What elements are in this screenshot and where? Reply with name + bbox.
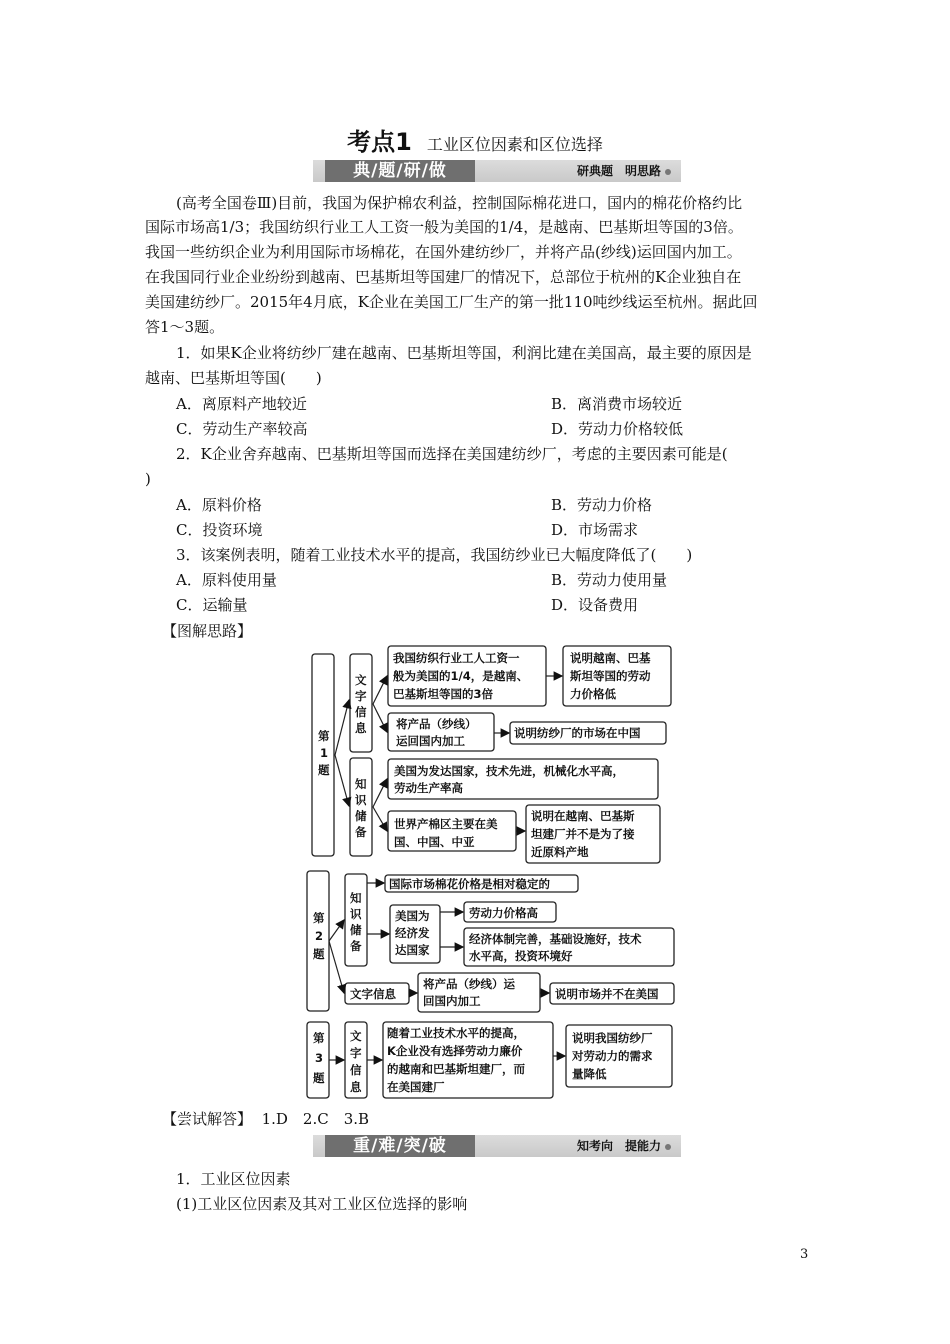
diagram-q1-label-1: 1 <box>320 746 329 760</box>
passage-line: 美国建纺纱厂。2015年4月底，K企业在美国工厂生产的第一批110吨纱线运至杭州。据此回 <box>145 293 758 311</box>
diagram-b1-0: 我国纺织行业工人工资一 <box>393 651 520 665</box>
diagram-d1-3: 在美国建厂 <box>387 1080 445 1094</box>
diagram-c2-2: 达国家 <box>395 943 430 957</box>
diagram-c2-0: 美国为 <box>395 909 430 923</box>
q3-option-d: D．设备费用 <box>551 596 639 614</box>
passage-line: (高考全国卷Ⅲ)目前，我国为保护棉农利益，控制国际棉花进口，国内的棉花价格约比 <box>176 194 743 212</box>
section-heading-1: 1．工业区位因素 <box>176 1170 291 1188</box>
diagram-q3-label-1: 3 <box>315 1051 324 1065</box>
banner2-right: 知考向 提能力 <box>577 1135 671 1157</box>
answer-label: 【尝试解答】 <box>162 1110 253 1128</box>
q1-option-c: C．劳动生产率较高 <box>176 420 308 438</box>
diagram-q2-label-1: 2 <box>315 929 324 943</box>
diagram-c2-1: 经济发 <box>395 926 430 940</box>
q2-option-d: D．市场需求 <box>551 521 639 539</box>
diagram-c2b-1: 水平高，投资环境好 <box>469 949 573 963</box>
diagram-zhishi2-1: 识 <box>350 907 362 921</box>
diagram-b4r-0: 说明在越南、巴基斯 <box>531 809 635 823</box>
diagram-c3r: 说明市场并不在美国 <box>555 987 659 1001</box>
diagram-zhishi2-2: 储 <box>350 923 362 937</box>
diagram-b1-1: 般为美国的1/4，是越南、 <box>393 669 529 683</box>
diagram-b1r-1: 斯坦等国的劳动 <box>570 669 651 683</box>
diagram-q3-label-2: 题 <box>313 1071 325 1085</box>
diagram-b2r: 说明纺纱厂的市场在中国 <box>514 726 641 740</box>
diagram-zhishi-0: 知 <box>355 777 367 791</box>
diagram-zhishi-3: 备 <box>355 825 367 839</box>
diagram-q2-label-0: 第 <box>313 911 325 925</box>
diagram-d1r-2: 量降低 <box>572 1067 607 1081</box>
diagram-wenzi-3: 息 <box>355 721 367 735</box>
q1-stem: 1．如果K企业将纺纱厂建在越南、巴基斯坦等国，利润比建在美国高，最主要的原因是 <box>176 344 752 362</box>
q2-stem: 2．K企业舍弃越南、巴基斯坦等国而选择在美国建纺纱厂，考虑的主要因素可能是( <box>176 445 728 463</box>
diagram-c3-0: 将产品（纱线）运 <box>423 977 515 991</box>
diagram-q3-label-0: 第 <box>313 1031 325 1045</box>
q3-option-c: C．运输量 <box>176 596 248 614</box>
diagram-c2b-0: 经济体制完善，基础设施好，技术 <box>469 932 642 946</box>
diagram-b3-0: 美国为发达国家，技术先进，机械化水平高， <box>394 764 624 778</box>
diagram-wenzi3-0: 文 <box>350 1029 362 1043</box>
diagram-b1r-0: 说明越南、巴基 <box>570 651 651 665</box>
diagram-zhishi-2: 储 <box>355 809 367 823</box>
diagram-b4r-2: 近原料产地 <box>531 845 589 859</box>
diagram-label: 【图解思路】 <box>162 622 253 640</box>
q3-option-a: A．原料使用量 <box>176 571 277 589</box>
diagram-b1r-2: 力价格低 <box>570 687 616 701</box>
passage-line: 国际市场高1/3；我国纺织行业工人工资一般为美国的1/4，是越南、巴基斯坦等国的3倍。 <box>145 218 743 236</box>
diagram-b4r-1: 坦建厂并不是为了接 <box>531 827 635 841</box>
q1-option-b: B．离消费市场较近 <box>551 395 683 413</box>
diagram-zhishi2-0: 知 <box>350 891 362 905</box>
section-title <box>0 122 950 157</box>
q1-stem: 越南、巴基斯坦等国( ) <box>145 369 322 387</box>
q1-option-d: D．劳动力价格较低 <box>551 420 684 438</box>
diagram-c3-1: 回国内加工 <box>423 994 481 1008</box>
diagram-zhishi-1: 识 <box>355 793 367 807</box>
diagram-wenzi-0: 文 <box>355 673 367 687</box>
diagram-wenzi3-3: 息 <box>350 1080 362 1094</box>
banner-right: 研典题 明思路 <box>577 160 671 182</box>
diagram-q1-label-0: 第 <box>318 729 330 743</box>
answer-line <box>162 1107 369 1131</box>
diagram-d1-2: 的越南和巴基斯坦建厂，而 <box>387 1062 525 1076</box>
diagram-d1-0: 随着工业技术水平的提高， <box>387 1026 525 1040</box>
diagram-b1-2: 巴基斯坦等国的3倍 <box>393 687 494 701</box>
banner-zhongnan <box>313 1135 681 1157</box>
section-heading-2: (1)工业区位因素及其对工业区位选择的影响 <box>176 1195 468 1213</box>
diagram-b4-0: 世界产棉区主要在美 <box>394 817 498 831</box>
reasoning-diagram <box>300 640 690 1102</box>
diagram-d1r-0: 说明我国纺纱厂 <box>572 1031 653 1045</box>
diagram-d1r-1: 对劳动力的需求 <box>572 1049 653 1063</box>
diagram-zhishi2-3: 备 <box>350 939 362 953</box>
q2-option-c: C．投资环境 <box>176 521 263 539</box>
q3-option-b: B．劳动力使用量 <box>551 571 668 589</box>
passage-line: 在我国同行业企业纷纷到越南、巴基斯坦等国建厂的情况下，总部位于杭州的K企业独自在 <box>145 268 742 286</box>
diagram-q1-label-2: 题 <box>318 763 330 777</box>
diagram-wenzi3-1: 字 <box>350 1046 362 1060</box>
banner-label: 典/题/研/做 <box>325 160 475 182</box>
q2-stem: ) <box>145 470 151 488</box>
banner2-label: 重/难/突/破 <box>325 1135 475 1157</box>
q2-option-b: B．劳动力价格 <box>551 496 653 514</box>
page-number: 3 <box>800 1247 809 1262</box>
q3-stem: 3．该案例表明，随着工业技术水平的提高，我国纺纱业已大幅度降低了( ) <box>176 546 693 564</box>
title-sub: 工业区位因素和区位选择 <box>426 135 603 154</box>
diagram-b2-1: 运回国内加工 <box>396 734 465 748</box>
diagram-q2-label-2: 题 <box>313 947 325 961</box>
q2-option-a: A．原料价格 <box>176 496 262 514</box>
diagram-wenzi-1: 字 <box>355 689 367 703</box>
diagram-c2a: 劳动力价格高 <box>469 906 538 920</box>
banner-dianti <box>313 160 681 182</box>
passage-line: 答1～3题。 <box>145 318 225 336</box>
diagram-c1: 国际市场棉花价格是相对稳定的 <box>389 877 550 891</box>
diagram-b2-0: 将产品（纱线） <box>396 717 477 731</box>
diagram-wenzi3-2: 信 <box>350 1063 362 1077</box>
diagram-d1-1: K企业没有选择劳动力廉价 <box>387 1044 523 1058</box>
passage-line: 我国一些纺织企业为利用国际市场棉花，在国外建纺纱厂，并将产品(纱线)运回国内加工。 <box>145 243 742 261</box>
q1-option-a: A．离原料产地较近 <box>176 395 307 413</box>
diagram-b3-1: 劳动生产率高 <box>394 781 463 795</box>
title-big: 考点1 <box>347 128 412 156</box>
diagram-wenzi-2: 信 <box>355 705 367 719</box>
answer-text: 1.D 2.C 3.B <box>261 1110 370 1128</box>
diagram-b4-1: 国、中国、中亚 <box>394 835 475 849</box>
diagram-c3l: 文字信息 <box>350 987 396 1001</box>
